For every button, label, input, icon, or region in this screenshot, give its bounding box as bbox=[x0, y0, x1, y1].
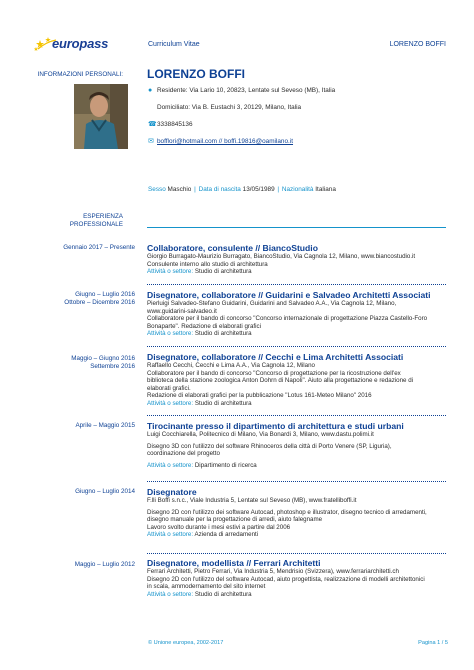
job-title: Collaboratore, consulente // BiancoStudio bbox=[147, 243, 318, 253]
dob-value: 13/05/1989 bbox=[242, 186, 275, 193]
job-line: coordinazione del progetto bbox=[147, 450, 220, 458]
footer-copyright: © Unione europea, 2002-2017 bbox=[148, 640, 224, 646]
job-line: Collaboratore per il bando di concorso "Concorso di progettazione per la ricostruzione dell'ex bbox=[147, 369, 401, 377]
job-line: Raffaello Cecchi, Cecchi e Lima A.A., Via Cagnola 12, Milano bbox=[147, 362, 315, 369]
job-line: Lavoro svolto durante i mesi estivi a partire dal 2006 bbox=[147, 523, 291, 531]
nationality-label: Nazionalità bbox=[281, 186, 314, 193]
email-icon: ✉ bbox=[148, 138, 154, 145]
job-title: Disegnatore bbox=[147, 487, 197, 497]
job-line: Disegno 3D con l'utilizzo del software Rhinoceros della città di Porto Venere (SP, Liguria), bbox=[147, 442, 392, 450]
job-dates: Giugno – Luglio 2014 bbox=[75, 488, 135, 495]
sex-label: Sesso bbox=[148, 186, 166, 193]
address-row bbox=[148, 87, 335, 95]
experience-label-1: ESPERIENZA bbox=[83, 213, 123, 220]
job-entry bbox=[147, 243, 452, 276]
job-title: Tirocinante presso il dipartimento di architettura e studi urbani bbox=[147, 421, 404, 431]
job-title: Disegnatore, collaboratore // Cecchi e Lima Architetti Associati bbox=[147, 352, 404, 362]
experience-divider bbox=[147, 227, 446, 228]
job-line: Giorgio Burragato-Maurizio Burragato, BiancoStudio, Via Cagnola 12, Milano, www.biancostudio.it bbox=[147, 253, 416, 260]
phone-icon: ☎ bbox=[148, 121, 157, 128]
header-person-name: LORENZO BOFFI bbox=[389, 41, 446, 48]
job-sector: Attività o settore: Studio di architettura bbox=[147, 399, 252, 407]
address-text: Residente: Via Lario 10, 20823, Lentate sul Seveso (MB), Italia bbox=[157, 87, 336, 94]
job-separator bbox=[147, 553, 446, 555]
domicile-text: Domiciliato: Via B. Eustachi 3, 20129, Milano, Italia bbox=[157, 104, 302, 111]
footer-page-number: Pagina 1 / 5 bbox=[418, 640, 448, 646]
personal-meta: Sesso Maschio | Data di nascita 13/05/1989 | Nazionalità Italiana bbox=[148, 186, 336, 193]
job-dates: Maggio – Giugno 2016 Settembre 2016 bbox=[71, 355, 135, 370]
nationality-value: Italiana bbox=[315, 186, 336, 193]
job-line: in scala, ammodernamento del sito internet bbox=[147, 583, 266, 591]
job-separator bbox=[147, 481, 446, 483]
dob-label: Data di nascita bbox=[198, 186, 241, 193]
job-separator bbox=[147, 346, 446, 348]
job-separator bbox=[147, 415, 446, 417]
full-name: LORENZO BOFFI bbox=[147, 67, 245, 81]
job-dates: Maggio – Luglio 2012 bbox=[74, 561, 135, 568]
job-line: F.lli Boffi s.n.c., Viale Industria 5, Lentate sul Seveso (MB), www.fratelliboffi.it bbox=[147, 497, 357, 504]
experience-label-2: PROFESSIONALE bbox=[69, 221, 123, 228]
job-title: Disegnatore, modellista // Ferrari Architetti bbox=[147, 558, 321, 568]
job-line: Consulente interno allo studio di architettura bbox=[147, 260, 268, 268]
job-line: Luigi Cocchiarella, Politecnico di Milano, Via Bonardi 3, Milano, www.dastu.polimi.it bbox=[147, 431, 374, 438]
job-title: Disegnatore, collaboratore // Guidarini e Salvadeo Architetti Associati bbox=[147, 290, 431, 300]
job-sector: Attività o settore: Studio di architettura bbox=[147, 590, 252, 598]
sex-value: Maschio bbox=[167, 186, 192, 193]
job-entry bbox=[147, 487, 452, 539]
job-line: Pierluigi Salvadeo-Stefano Guidarini, Guidarini and Salvadeo A.A., Via Cagnola 12, Milano, bbox=[147, 300, 397, 307]
job-line: biblioteca della stazione zoologica Anton Dohrn di Napoli". Aiuto alla progettazione e redazione di bbox=[147, 377, 414, 385]
job-entry bbox=[147, 421, 452, 469]
job-sector: Attività o settore: Studio di architettura bbox=[147, 268, 252, 276]
job-entry bbox=[147, 290, 452, 338]
job-line: www.guidarini-salvadeo.it bbox=[147, 307, 217, 315]
job-sector: Attività o settore: Azienda di arredamenti bbox=[147, 531, 259, 539]
job-line: Disegno 2D con l'utilizzo del software Autocad, aiuto progettista, realizzazione di modelli architettonici bbox=[147, 575, 425, 583]
job-dates: Giugno – Luglio 2016 Ottobre – Dicembre 2016 bbox=[64, 291, 135, 306]
job-line: Bonaparte". Redazione di elaborati grafici bbox=[147, 322, 261, 330]
email-row bbox=[148, 138, 293, 146]
phone-row bbox=[148, 121, 193, 129]
job-separator bbox=[147, 284, 446, 286]
job-sector: Attività o settore: Studio di architettura bbox=[147, 330, 252, 338]
job-line: disegno manuale per la progettazione di arredi, aiuto falegname bbox=[147, 516, 323, 524]
job-dates: Aprile – Maggio 2015 bbox=[75, 422, 135, 429]
job-line: elaborati grafici. bbox=[147, 384, 191, 392]
job-line: Collaboratore per il bando di concorso "Concorso internazionale di progettazione Piazza Castello-Foro bbox=[147, 315, 428, 323]
doc-type: Curriculum Vitae bbox=[148, 41, 200, 48]
job-line: Redazione di elaborati grafici per la pubblicazione "Lotus 161-Meteo Milano" 2016 bbox=[147, 392, 372, 400]
job-entry bbox=[147, 352, 452, 408]
job-sector: Attività o settore: Dipartimento di ricerca bbox=[147, 461, 257, 469]
profile-photo bbox=[74, 84, 128, 149]
phone-text: 3338845136 bbox=[157, 121, 193, 128]
job-entry bbox=[147, 558, 452, 598]
job-line: Ferrari Architetti, Pietro Ferrari, Via Industria 5, Mendrisio (Svizzera), www.ferrariarchitetti.ch bbox=[147, 568, 399, 575]
europass-wordmark: europass bbox=[52, 36, 109, 51]
personal-info-label: INFORMAZIONI PERSONALI: bbox=[37, 71, 123, 78]
job-dates: Gennaio 2017 – Presente bbox=[63, 244, 135, 251]
location-pin-icon: ● bbox=[148, 87, 153, 94]
email-links[interactable]: bofflori@hotmail.com // boffi.19816@oamilano.it bbox=[157, 138, 294, 145]
job-line: Disegno 2D con l'utilizzo dei software Autocad, photoshop e illustrator, disegno tecnico di arredamenti, bbox=[147, 508, 427, 516]
